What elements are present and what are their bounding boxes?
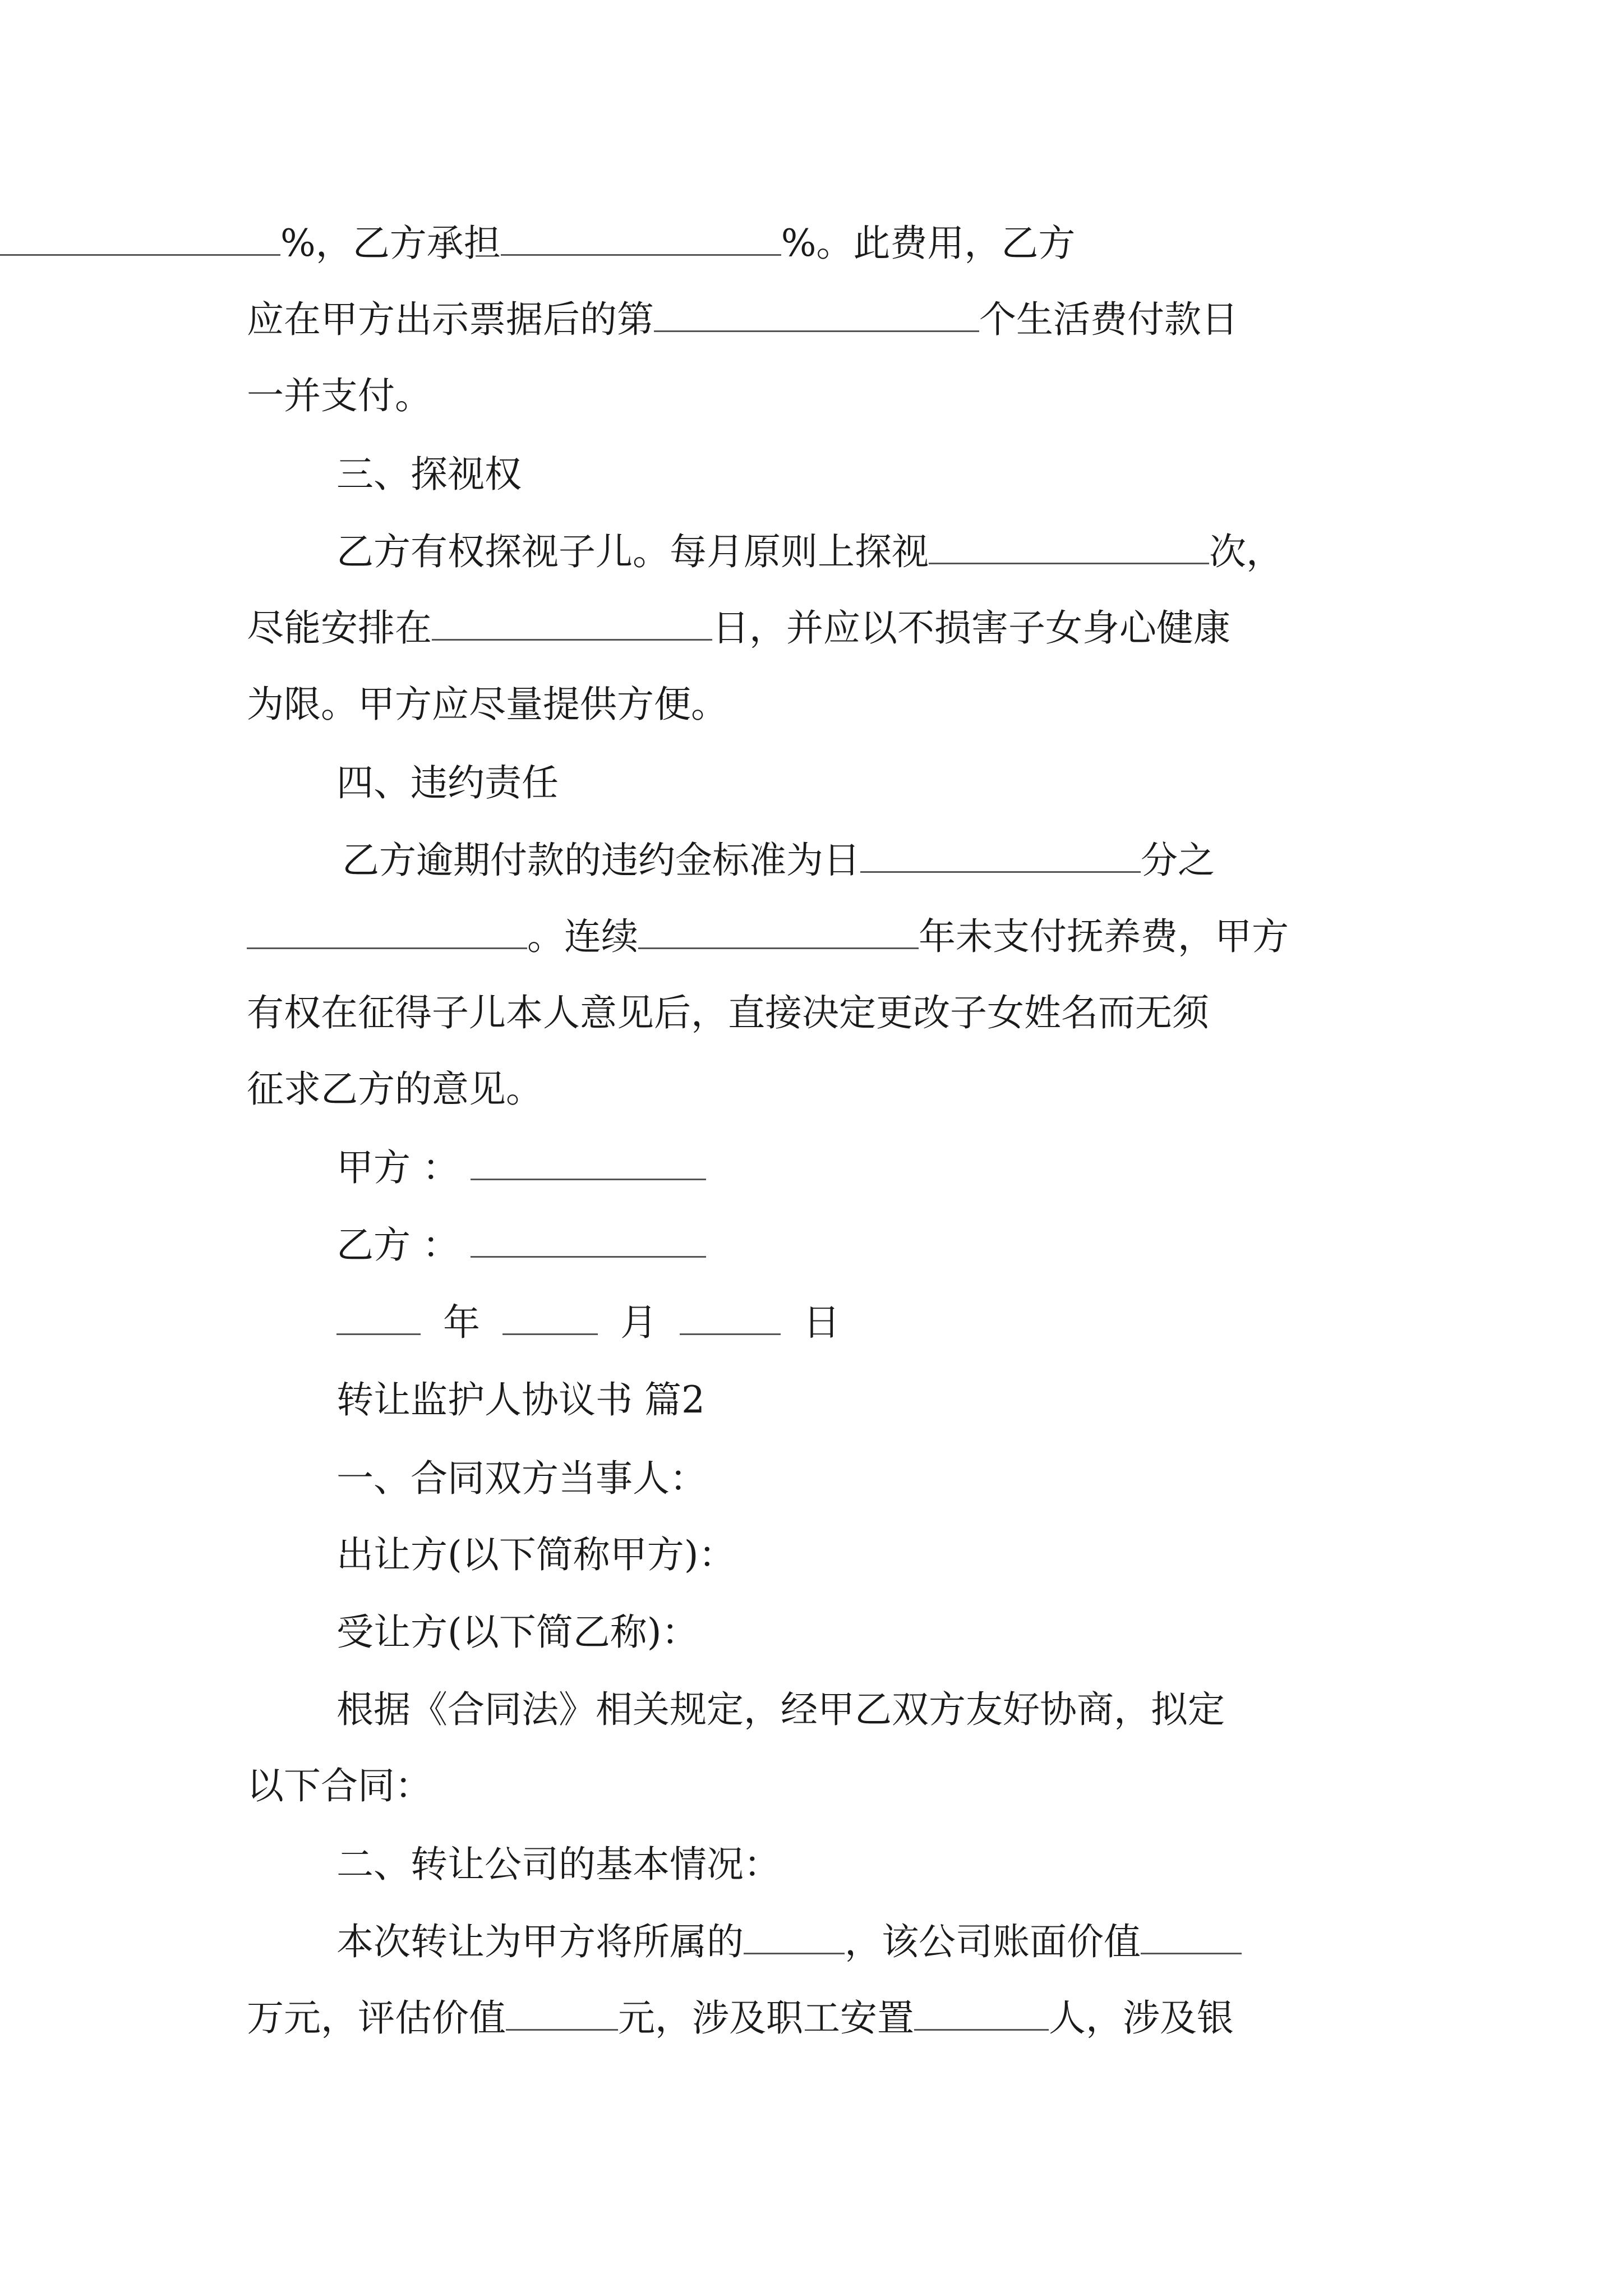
heading-text: 三、探视权	[336, 453, 522, 496]
section-heading	[0, 1439, 1623, 1518]
blank-field	[744, 1921, 845, 1954]
text-line	[0, 1979, 1623, 2058]
text-line	[0, 821, 1623, 900]
text-fragment: ，该公司账面价值	[845, 1920, 1141, 1963]
text-fragment: 。连续	[527, 915, 638, 958]
signature-line-party-a	[0, 1129, 1623, 1207]
heading-text: 四、违约责任	[336, 761, 559, 804]
signature-blank	[471, 1147, 706, 1180]
signature-label: 乙方 ：	[336, 1223, 459, 1267]
text-fragment: 乙方有权探视子儿。每月原则上探视	[336, 530, 929, 573]
section-heading	[0, 744, 1623, 822]
year-label: 年	[443, 1301, 480, 1344]
text-line	[0, 974, 1623, 1052]
heading-text: 二、转让公司的基本情况：	[336, 1843, 781, 1886]
blank-field	[506, 1998, 618, 2031]
month-blank	[502, 1302, 598, 1335]
text-fragment: 本次转让为甲方将所属的	[336, 1920, 744, 1963]
text-line	[0, 898, 1623, 976]
text-fragment: 征求乙方的意见。	[247, 1068, 543, 1111]
date-line	[0, 1283, 1623, 1362]
blank-field	[0, 223, 280, 256]
blank-field	[929, 531, 1209, 564]
text-fragment: 为限。甲方应尽量提供方便。	[247, 683, 728, 726]
text-fragment: 分之	[1141, 839, 1215, 882]
signature-blank	[471, 1225, 706, 1258]
text-fragment: 个生活费付款日	[979, 298, 1238, 341]
signature-label: 甲方 ：	[336, 1146, 459, 1189]
day-blank	[680, 1302, 781, 1335]
text-line	[0, 513, 1623, 591]
blank-field	[1141, 1921, 1242, 1954]
month-label: 月	[620, 1301, 657, 1344]
text-line	[0, 204, 1623, 283]
text-line	[0, 589, 1623, 668]
blank-field	[860, 840, 1141, 873]
text-fragment: 以下合同：	[247, 1764, 432, 1807]
blank-field	[432, 608, 712, 641]
section-heading	[0, 435, 1623, 514]
text-fragment: 应在甲方出示票据后的第	[247, 298, 654, 341]
blank-field	[247, 916, 527, 949]
transferee-line	[0, 1593, 1623, 1672]
title-text: 转让监护人协议书 篇2	[336, 1378, 705, 1421]
text-fragment: 一并支付。	[247, 374, 432, 417]
blank-field	[638, 916, 919, 949]
text-fragment: 元，涉及职工安置	[618, 1996, 914, 2040]
text-line	[0, 1671, 1623, 1749]
text-fragment: 人，涉及银	[1049, 1996, 1234, 2040]
text-fragment: 日，并应以不损害子女身心健康	[712, 606, 1230, 650]
text-line	[0, 1747, 1623, 1825]
transferor-line	[0, 1516, 1623, 1594]
text-fragment: 根据《合同法》相关规定，经甲乙双方友好协商，拟定	[336, 1688, 1225, 1731]
text-fragment: 乙方逾期付款的违约金标准为日	[342, 839, 860, 882]
year-blank	[336, 1302, 421, 1335]
text-line	[0, 357, 1623, 435]
text-line	[0, 1903, 1623, 1981]
heading-text: 一、合同双方当事人：	[336, 1457, 707, 1500]
text-fragment: 万元，评估价值	[247, 1996, 506, 2040]
text-line	[0, 1050, 1623, 1129]
text-line	[0, 665, 1623, 744]
text-fragment: %，乙方承担	[280, 222, 501, 265]
blank-field	[914, 1998, 1049, 2031]
text-fragment: %。此费用，乙方	[781, 222, 1076, 265]
text-fragment: 尽能安排在	[247, 606, 432, 650]
document-2-title	[0, 1361, 1623, 1439]
blank-field	[501, 223, 781, 256]
text-fragment: 受让方(以下简乙称)：	[336, 1611, 699, 1654]
text-fragment: 年未支付抚养费，甲方	[919, 915, 1289, 958]
text-fragment: 有权在征得子儿本人意见后，直接决定更改子女姓名而无须	[247, 991, 1209, 1034]
text-fragment: 次，	[1209, 530, 1283, 573]
blank-field	[654, 299, 979, 332]
section-heading	[0, 1825, 1623, 1904]
text-fragment: 出让方(以下简称甲方)：	[336, 1533, 736, 1576]
day-label: 日	[803, 1301, 840, 1344]
text-line	[0, 280, 1623, 359]
signature-line-party-b	[0, 1206, 1623, 1285]
